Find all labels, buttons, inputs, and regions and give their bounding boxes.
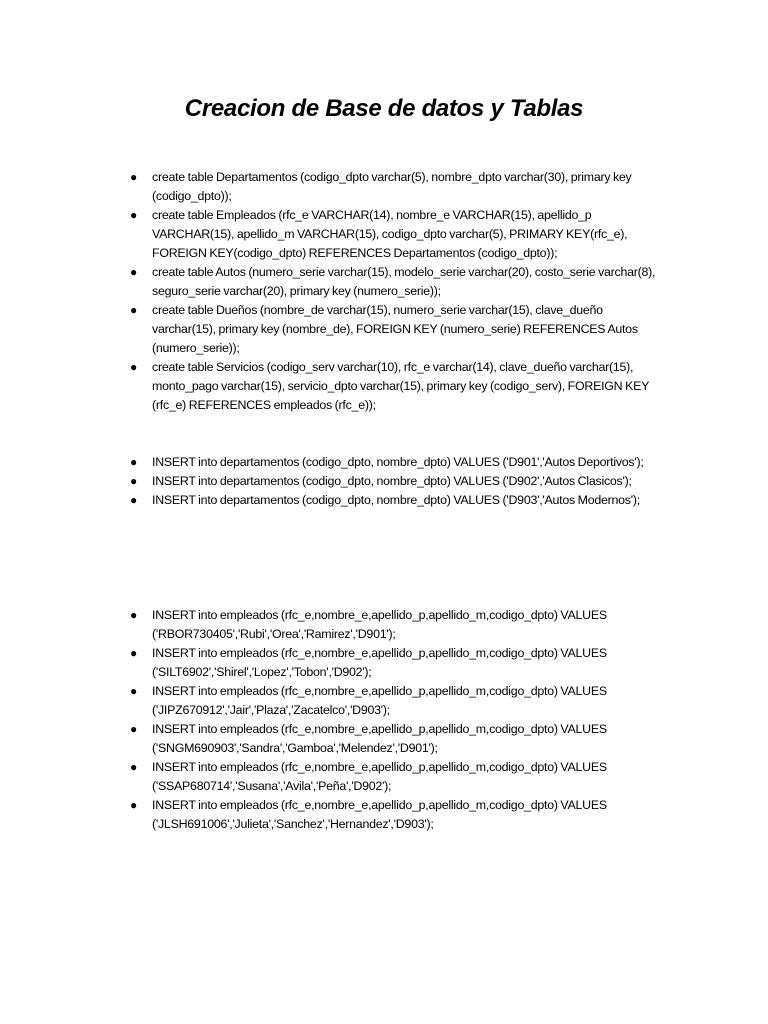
list-item xyxy=(124,606,664,644)
sql-statement: INSERT into departamentos (codigo_dpto, nombre_dpto) VALUES ('D902','Autos Clasicos'); xyxy=(152,474,632,488)
bullet-icon: ● xyxy=(130,760,137,774)
sql-statement: INSERT into empleados (rfc_e,nombre_e,apellido_p,apellido_m,codigo_dpto) VALUES ('RBOR730405','Rubi','Orea','Ramirez','D901'); xyxy=(152,608,607,641)
bullet-icon: ● xyxy=(130,303,137,317)
list-item xyxy=(124,263,664,301)
list-item xyxy=(124,453,664,472)
bullet-icon: ● xyxy=(130,208,137,222)
bullet-icon: ● xyxy=(130,360,137,374)
sql-statement: create table Departamentos (codigo_dpto varchar(5), nombre_dpto varchar(30), primary key (codigo_dpto)); xyxy=(152,170,632,203)
bullet-icon: ● xyxy=(130,493,137,507)
bullet-icon: ● xyxy=(130,265,137,279)
bullet-icon: ● xyxy=(130,455,137,469)
insert-departamentos-list xyxy=(124,453,664,510)
bullet-icon: ● xyxy=(130,798,137,812)
list-item xyxy=(124,682,664,720)
sql-statement: INSERT into empleados (rfc_e,nombre_e,apellido_p,apellido_m,codigo_dpto) VALUES ('JLSH691006','Julieta','Sanchez','Hernandez','D903'); xyxy=(152,798,607,831)
list-item xyxy=(124,301,664,358)
sql-statement: INSERT into empleados (rfc_e,nombre_e,apellido_p,apellido_m,codigo_dpto) VALUES ('SILT6902','Shirel','Lopez','Tobon','D902'); xyxy=(152,646,607,679)
list-item xyxy=(124,491,664,510)
bullet-icon: ● xyxy=(130,684,137,698)
list-item xyxy=(124,796,664,834)
list-item xyxy=(124,358,664,415)
list-item xyxy=(124,720,664,758)
sql-statement: INSERT into empleados (rfc_e,nombre_e,apellido_p,apellido_m,codigo_dpto) VALUES ('SNGM690903','Sandra','Gamboa','Melendez','D901'); xyxy=(152,722,607,755)
sql-statement: create table Autos (numero_serie varchar(15), modelo_serie varchar(20), costo_serie varchar(8), seguro_serie varchar(20), primary key (numero_serie)); xyxy=(152,265,656,298)
list-item xyxy=(124,206,664,263)
sql-statement: INSERT into departamentos (codigo_dpto, nombre_dpto) VALUES ('D901','Autos Deportivos'); xyxy=(152,455,644,469)
bullet-icon: ● xyxy=(130,646,137,660)
list-item xyxy=(124,168,664,206)
sql-statement: INSERT into departamentos (codigo_dpto, nombre_dpto) VALUES ('D903','Autos Modernos'); xyxy=(152,493,640,507)
list-item xyxy=(124,472,664,491)
create-table-list xyxy=(124,168,664,415)
list-item xyxy=(124,758,664,796)
sql-statement: INSERT into empleados (rfc_e,nombre_e,apellido_p,apellido_m,codigo_dpto) VALUES ('SSAP680714','Susana','Avila','Peña','D902'); xyxy=(152,760,607,793)
sql-statement: create table Empleados (rfc_e VARCHAR(14), nombre_e VARCHAR(15), apellido_p VARCHAR(15), apellido_m VARCHAR(15), codigo_dpto varchar(5), PRIMARY KEY(rfc_e), FOREIGN KEY(codigo_dpto) REFERENCES Departamentos (codigo_dpto)); xyxy=(152,208,628,260)
list-item xyxy=(124,644,664,682)
sql-statement: create table Dueños (nombre_de varchar(15), numero_serie varchar(15), clave_dueño varchar(15), primary key (nombre_de), FOREIGN KEY (numero_serie) REFERENCES Autos (numero_serie)); xyxy=(152,303,638,355)
sql-statement: create table Servicios (codigo_serv varchar(10), rfc_e varchar(14), clave_dueño varchar(15), monto_pago varchar(15), servicio_dpto varchar(15), primary key (codigo_serv), FOREIGN KEY (rfc_e) REFERENCES empleados (rfc_e)); xyxy=(152,360,649,412)
insert-empleados-list xyxy=(124,606,664,834)
bullet-icon: ● xyxy=(130,722,137,736)
document-title: Creacion de Base de datos y Tablas xyxy=(184,95,584,122)
bullet-icon: ● xyxy=(130,170,137,184)
sql-statement: INSERT into empleados (rfc_e,nombre_e,apellido_p,apellido_m,codigo_dpto) VALUES ('JIPZ670912','Jair','Plaza','Zacatelco','D903'); xyxy=(152,684,607,717)
bullet-icon: ● xyxy=(130,608,137,622)
bullet-icon: ● xyxy=(130,474,137,488)
